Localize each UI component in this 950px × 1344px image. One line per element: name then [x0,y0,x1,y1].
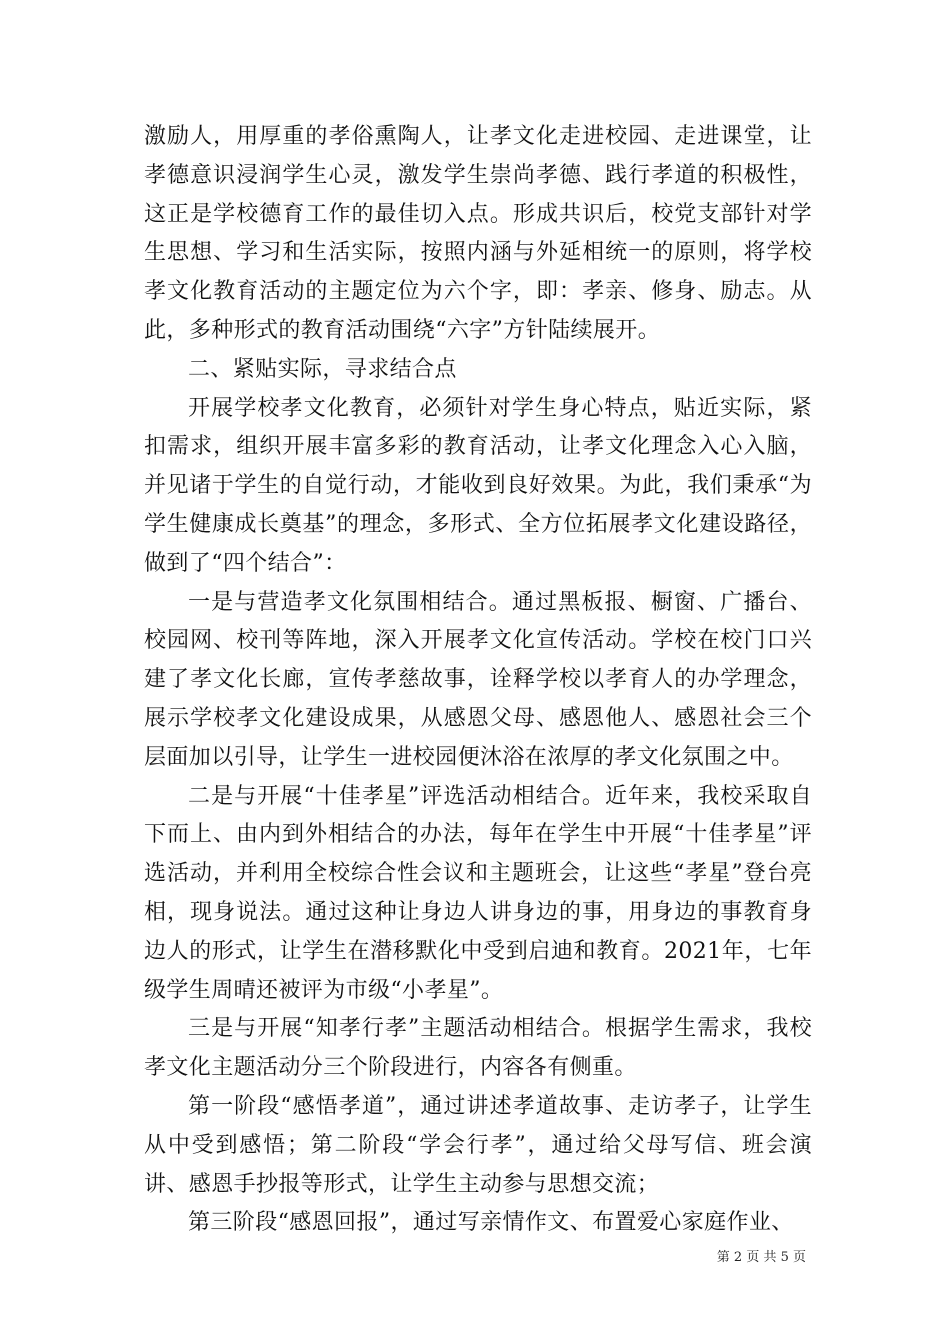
paragraph-1: 激励人，用厚重的孝俗熏陶人，让孝文化走进校园、走进课堂，让孝德意识浸润学生心灵，激发学生崇尚孝德、践行孝道的积极性，这正是学校德育工作的最佳切入点。形成共识后，校党支部针对学生思想、学习和生活实际，按照内涵与外延相统一的原则，将学校孝文化教育活动的主题定位为六个字，即：孝亲、修身、励志。从此，多种形式的教育活动围绕“六字”方针陆续展开。 [144,124,812,343]
paragraph-3: 开展学校孝文化教育，必须针对学生身心特点，贴近实际，紧扣需求，组织开展丰富多彩的教育活动，让孝文化理念入心入脑，并见诸于学生的自觉行动，才能收到良好效果。为此，我们秉承“为学生健康成长奠基”的理念，多形式、全方位拓展孝文化建设路径，做到了“四个结合”： [144,395,812,576]
page-number-footer: 第 2 页 共 5 页 [716,1250,806,1265]
paragraph-7: 第一阶段“感悟孝道”，通过讲述孝道故事、走访孝子，让学生从中受到感悟；第二阶段“学会行孝”，通过给父母写信、班会演讲、感恩手抄报等形式，让学生主动参与思想交流； [144,1093,812,1197]
paragraph-5: 二是与开展“十佳孝星”评选活动相结合。近年来，我校采取自下而上、由内到外相结合的办法，每年在学生中开展“十佳孝星”评选活动，并利用全校综合性会议和主题班会，让这些“孝星”登台亮相，现身说法。通过这种让身边人讲身边的事，用身边的事教育身边人的形式，让学生在潜移默化中受到启迪和教育。2021年，七年级学生周晴还被评为市级“小孝星”。 [144,783,812,1003]
section-heading-2: 二、紧贴实际，寻求结合点 [188,356,457,382]
paragraph-8: 第三阶段“感恩回报”，通过写亲情作文、布置爱心家庭作业、 [188,1210,794,1236]
paragraph-4: 一是与营造孝文化氛围相结合。通过黑板报、橱窗、广播台、校园网、校刊等阵地，深入开展孝文化宣传活动。学校在校门口兴建了孝文化长廊，宣传孝慈故事，诠释学校以孝育人的办学理念，展示学校孝文化建设成果，从感恩父母、感恩他人、感恩社会三个层面加以引导，让学生一进校园便沐浴在浓厚的孝文化氛围之中。 [144,589,812,770]
document-body [144,118,812,1243]
paragraph-6: 三是与开展“知孝行孝”主题活动相结合。根据学生需求，我校孝文化主题活动分三个阶段进行，内容各有侧重。 [144,1016,812,1081]
